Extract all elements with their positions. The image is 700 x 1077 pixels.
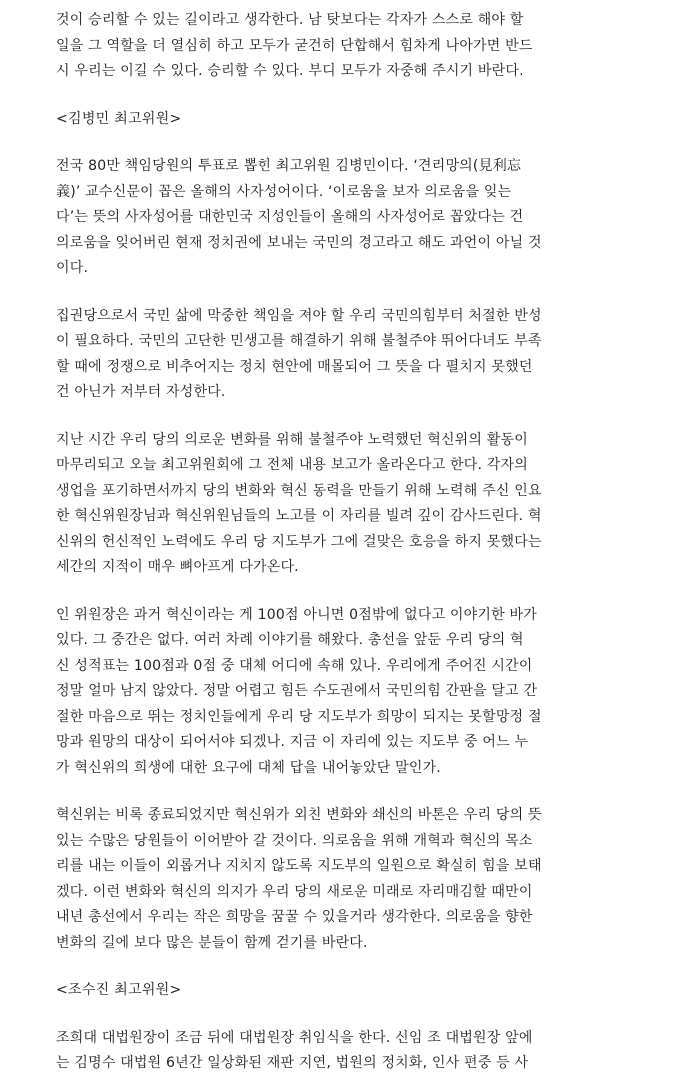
text-line: 가 혁신위의 희생에 대한 요구에 대체 답을 내어놓았단 말인가.: [56, 759, 441, 776]
text-line: 생업을 포기하면서까지 당의 변화와 혁신 동력을 만들기 위해 노력해 주신 인요: [56, 482, 542, 499]
text-line: 조희대 대법원장이 조금 뒤에 대법원장 취임식을 한다. 신임 조 대법원장 앞에: [56, 1029, 533, 1046]
text-line: 신위의 헌신적인 노력에도 우리 당 지도부가 그에 걸맞은 호응을 하지 못했다는: [56, 533, 542, 550]
text-line: 이 필요하다. 국민의 고단한 민생고를 해결하기 위해 불철주야 뛰어다녀도 부족: [56, 333, 542, 349]
text-line: 망과 원망의 대상이 되어서야 되겠나. 지금 이 자리에 있는 지도부 중 어느 누: [56, 734, 529, 750]
paragraph: [56, 154, 660, 282]
paragraph: [56, 304, 660, 406]
text-line: 전국 80만 책임당원의 투표로 뽑힌 최고위원 김병민이다. ‘견리망의(見利忘: [56, 158, 522, 174]
text-line: 겠다. 이런 변화와 혁신의 의지가 우리 당의 새로운 미래로 자리매김할 때만이: [56, 883, 533, 900]
text-line: 있는 수많은 당원들이 이어받아 갈 것이다. 의로움을 위해 개혁과 혁신의 목소: [56, 832, 533, 849]
paragraph: [56, 428, 660, 581]
text-line: 인 위원장은 과거 혁신이라는 게 100점 아니면 0점밖에 없다고 이야기한 바가: [56, 606, 537, 623]
text-line: 혁신위는 비록 종료되었지만 혁신위가 외친 변화와 쇄신의 바톤은 우리 당의 뜻: [56, 807, 542, 823]
text-line: 신 성적표는 100점과 0점 중 대체 어디에 속해 있나. 우리에게 주어진 시간이: [56, 657, 533, 674]
text-line: 변화의 길에 보다 많은 분들이 함께 걷기를 바란다.: [56, 934, 368, 951]
text-line: 있다. 그 중간은 없다. 여러 차례 이야기를 해왔다. 총선을 앞둔 우리 당의 혁: [56, 632, 524, 648]
paragraph: [56, 603, 660, 782]
text-line: 할 때에 정쟁으로 비추어지는 정치 현안에 매몰되어 그 뜻을 다 펼치지 못했던: [56, 358, 533, 375]
text-line: 한 혁신위원장님과 혁신위원님들의 노고를 이 자리를 빌려 깊이 감사드린다. 혁: [56, 508, 542, 524]
text-line: 건 아닌가 저부터 자성한다.: [56, 384, 226, 400]
text-line: 일을 그 역할을 더 열심히 하고 모두가 굳건히 단합해서 힘차게 나아가면 반드: [56, 37, 533, 54]
paragraph: [56, 803, 660, 956]
text-line: 절한 마음으로 뛰는 정치인들에게 우리 당 지도부가 희망이 되지는 못할망정 절: [56, 708, 542, 725]
text-line: 이다.: [56, 260, 89, 276]
text-line: 집권당으로서 국민 삶에 막중한 책임을 져야 할 우리 국민의힘부터 처절한 반성: [56, 307, 542, 324]
text-line: 다’는 뜻의 사자성어를 대한민국 지성인들이 올해의 사자성어로 꼽았다는 건: [56, 209, 524, 225]
text-line: 는 김명수 대법원 6년간 일상화된 재판 지연, 법원의 정치화, 인사 편중 등 사: [56, 1055, 529, 1071]
text-line: 내년 총선에서 우리는 작은 희망을 꿈꿀 수 있을거라 생각한다. 의로움을 향한: [56, 909, 533, 925]
text-line: 정말 얼마 남지 않았다. 정말 어렵고 힘든 수도권에서 국민의힘 간판을 달고 간: [56, 683, 538, 699]
section-heading: <김병민 최고위원>: [56, 110, 182, 127]
section-heading: <조수진 최고위원>: [56, 982, 182, 998]
text-line: 것이 승리할 수 있는 길이라고 생각한다. 남 탓보다는 각자가 스스로 해야 할: [56, 12, 524, 28]
paragraph: [56, 8, 660, 85]
text-line: 지난 시간 우리 당의 의로운 변화를 위해 불철주야 노력했던 혁신위의 활동이: [56, 431, 528, 448]
text-line: 세간의 지적이 매우 뼈아프게 다가온다.: [56, 559, 299, 575]
paragraph: [56, 1026, 660, 1077]
text-line: 리를 내는 이들이 외롭거나 지치지 않도록 지도부의 일원으로 확실히 힘을 보태: [56, 858, 542, 874]
text-line: 마무리되고 오늘 최고위원회에 그 전체 내용 보고가 올라온다고 한다. 각자의: [56, 457, 528, 473]
text-line: 義)’ 교수신문이 꼽은 올해의 사자성어이다. ‘이로움을 보자 의로움을 잊는: [56, 183, 512, 200]
text-line: 시 우리는 이길 수 있다. 승리할 수 있다. 부디 모두가 자중해 주시기 바란다.: [56, 63, 524, 79]
text-line: 의로움을 잊어버린 현재 정치권에 보내는 국민의 경고라고 해도 과언이 아닐 것: [56, 234, 542, 251]
